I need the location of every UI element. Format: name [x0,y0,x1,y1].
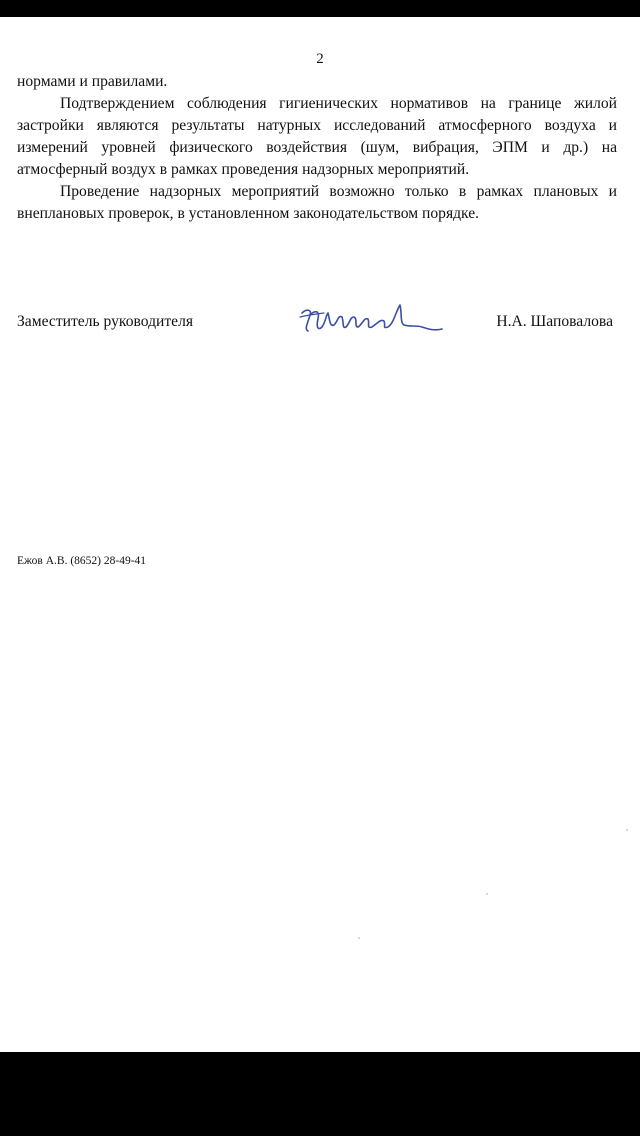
paragraph-confirmation: Подтверждением соблюдения гигиенических нормативов на границе жилой застройки являются результаты натурных исследований атмосферного воздуха и измерений уровней физического воздействия (шум, вибрация, ЭПМ и др.) на атмосферный воздух в рамках проведения надзорных мероприятий. [17,95,617,178]
paragraph-inspections: Проведение надзорных мероприятий возможно только в рамках плановых и внеплановых проверок, в установленном законодательством порядке. [17,183,617,222]
contact-line: Ежов А.В. (8652) 28-49-41 [17,555,147,567]
scan-speck [486,893,488,895]
handwritten-signature [296,299,446,339]
page-number: 2 [316,51,324,67]
scan-speck [626,829,628,831]
document-page [0,17,640,1052]
signatory-title: Заместитель руководителя [17,313,194,330]
paragraph-continuation: нормами и правилами. [17,73,168,90]
signatory-name: Н.А. Шаповалова [496,313,613,330]
document-body [17,71,617,225]
scan-speck [358,937,360,939]
